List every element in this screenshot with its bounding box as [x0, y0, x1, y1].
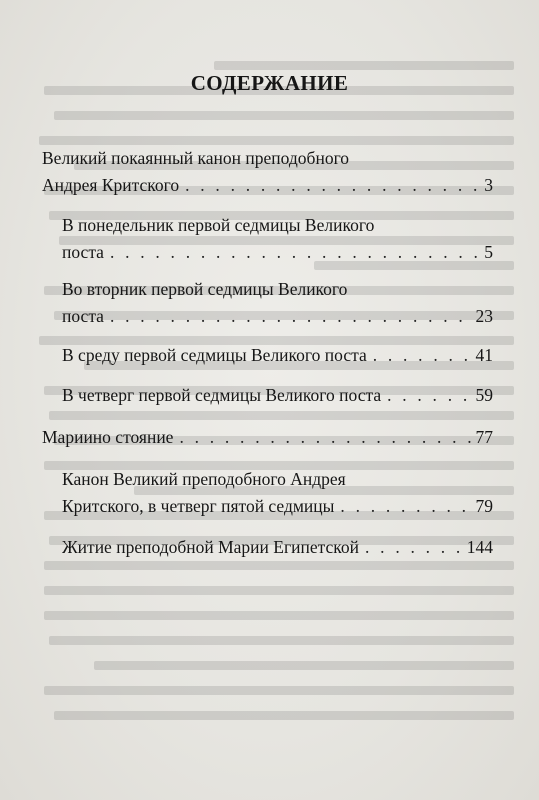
toc-entry-thursday-first-week[interactable]: [62, 382, 493, 409]
dot-leader: [387, 382, 470, 409]
toc-entry-title: Андрея Критского: [42, 175, 180, 195]
toc-entry-title: Мариино стояние: [42, 427, 174, 447]
toc-page-number: 77: [475, 427, 493, 447]
toc-entry-title: поста: [62, 242, 104, 262]
toc-entry-life-of-mary-of-egypt[interactable]: [62, 534, 493, 561]
toc-entry-title: В среду первой седмицы Великого поста: [62, 345, 367, 365]
toc-entry-title: Во вторник первой седмицы Великого: [62, 279, 348, 299]
toc-entry-title: В понедельник первой седмицы Великого: [62, 215, 375, 235]
dot-leader: [373, 342, 471, 369]
toc-entry-title: Критского, в четверг пятой седмицы: [62, 496, 335, 516]
dot-leader: [179, 424, 470, 451]
dot-leader: [340, 493, 470, 520]
toc-entry-title: поста: [62, 306, 104, 326]
toc-page-number: 144: [466, 537, 493, 557]
toc-entry-monday-first-week[interactable]: [62, 212, 493, 266]
toc-entry-wednesday-first-week[interactable]: [62, 342, 493, 369]
toc-entry-great-penitential-canon[interactable]: [42, 145, 493, 199]
toc-page-number: 23: [475, 306, 493, 326]
dot-leader: [110, 239, 479, 266]
toc-heading: СОДЕРЖАНИЕ: [190, 71, 349, 95]
toc-page-number: 59: [475, 385, 493, 405]
toc-entry-title: Житие преподобной Марии Египетской: [62, 537, 360, 557]
toc-entry-mariino-stoyanie[interactable]: [42, 424, 493, 451]
toc-entry-title: В четверг первой седмицы Великого поста: [62, 385, 382, 405]
toc-page-number: 5: [484, 242, 493, 262]
toc-entry-tuesday-first-week[interactable]: [62, 276, 493, 330]
dot-leader: [185, 172, 479, 199]
toc-page-number: 3: [484, 175, 493, 195]
dot-leader: [365, 534, 462, 561]
toc-entry-title: Великий покаянный канон преподобного: [42, 148, 350, 168]
dot-leader: [110, 303, 471, 330]
toc-entry-title: Канон Великий преподобного Андрея: [62, 469, 346, 489]
toc-entry-great-canon-fifth-week[interactable]: [62, 466, 493, 520]
toc-page-number: 41: [475, 345, 493, 365]
toc-page-number: 79: [475, 496, 493, 516]
